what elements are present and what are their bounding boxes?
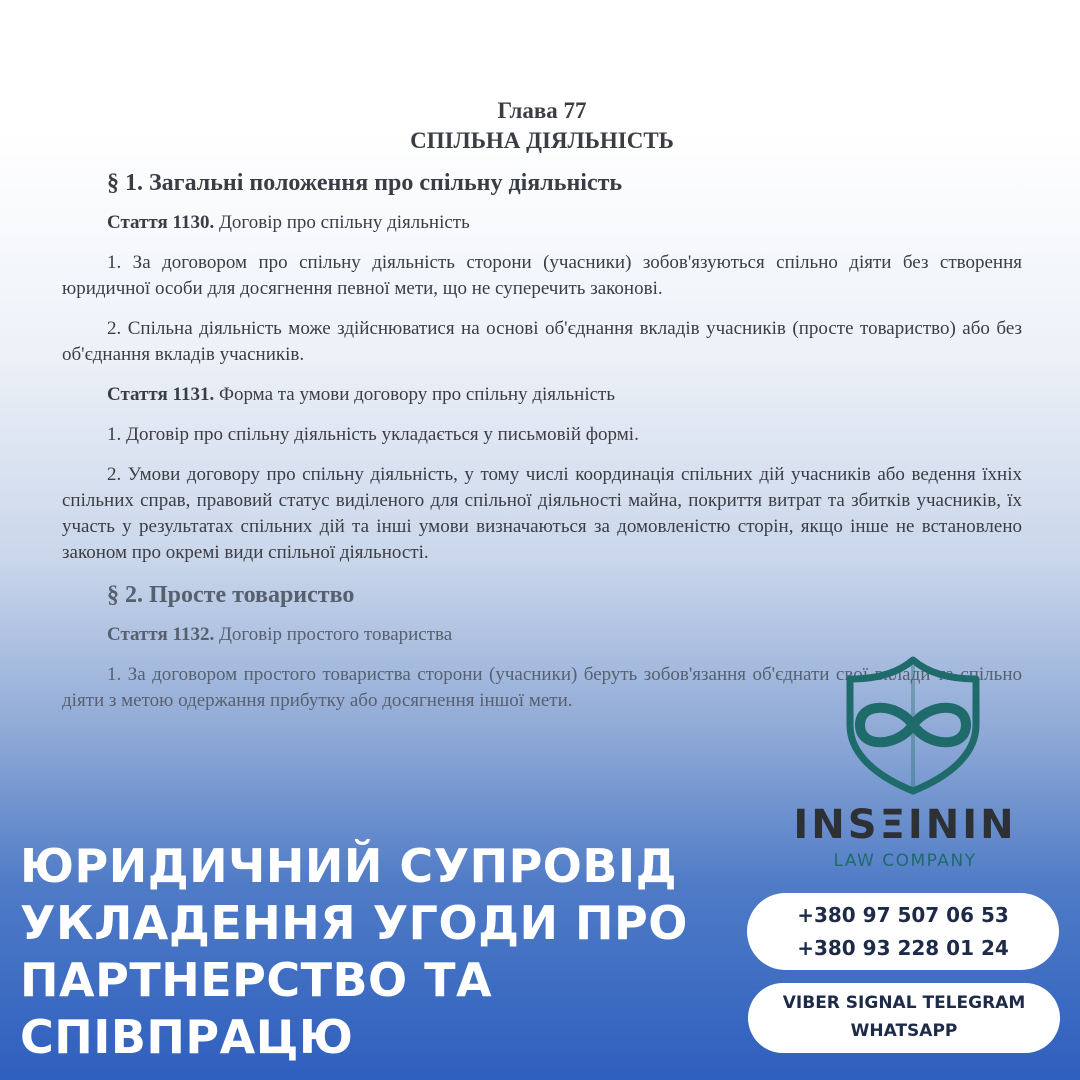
article-1131-heading: [107, 382, 1022, 408]
article-1130-title: Договір про спільну діяльність: [218, 212, 470, 233]
messengers-line-2: WHATSAPP: [850, 1021, 958, 1041]
article-1130-heading: [107, 210, 1022, 236]
shield-infinity-icon: [838, 655, 988, 795]
article-1132-paragraph-1: 1. За договором простого товариства сторони (учасники) беруть зобов'язання об'єднати свої вклади та спільно діяти з метою одержання прибутку або досягнення іншої мети.: [62, 664, 1022, 711]
article-1130-paragraph-1: 1. За договором про спільну діяльність сторони (учасники) зобов'язуються спільно діяти без створення юридичної особи для досягнення певної мети, що не суперечить законові.: [62, 252, 1022, 299]
headline-line-2: УКЛАДЕННЯ УГОДИ ПРО: [20, 896, 688, 950]
article-1132-label: Стаття 1132.: [107, 624, 215, 645]
brand: [770, 802, 1040, 872]
brand-name: INSΞININ: [793, 802, 1017, 848]
brand-subtitle: LAW COMPANY: [833, 851, 977, 871]
messengers-badge: [748, 983, 1060, 1053]
article-1130-label: Стаття 1130.: [107, 212, 215, 233]
phone-1[interactable]: +380 97 507 06 53: [797, 903, 1009, 927]
article-1131-paragraph-2: 2. Умови договору про спільну діяльність, у тому числі координація спільних дій учасників або ведення їхніх спільних справ, правовий статус виділеного для спільної діяльності майна, покриття витрат та збитків учасників, їх участь у результатах спільних дій та інші умови визначаються за домовленістю сторін, якщо інше не встановлено законом про окремі види спільної діяльності.: [62, 464, 1022, 563]
phones-badge: [747, 893, 1059, 970]
article-1130-paragraph-2: 2. Спільна діяльність може здійснюватися на основі об'єднання вкладів учасників (просте товариство) або без об'єднання вкладів учасників.: [62, 318, 1022, 365]
headline-line-1: ЮРИДИЧНИЙ СУПРОВІД: [20, 839, 678, 893]
article-1131-title: Форма та умови договору про спільну діяльність: [218, 384, 616, 405]
section-1-title: § 1. Загальні положення про спільну діяльність: [107, 170, 623, 196]
messengers-line-1: VIBER SIGNAL TELEGRAM: [782, 993, 1026, 1013]
phone-2[interactable]: +380 93 228 01 24: [797, 936, 1009, 960]
article-1132-heading: [107, 622, 1022, 648]
chapter-title: СПІЛЬНА ДІЯЛЬНІСТЬ: [410, 128, 674, 153]
chapter-number: Глава 77: [497, 98, 587, 123]
article-1131-paragraph-1: 1. Договір про спільну діяльність укладається у письмовій формі.: [107, 424, 639, 445]
section-2-title: § 2. Просте товариство: [107, 582, 355, 608]
headline: [20, 838, 740, 1066]
article-1131-label: Стаття 1131.: [107, 384, 215, 405]
headline-line-4: СПІВПРАЦЮ: [20, 1010, 354, 1064]
headline-line-3: ПАРТНЕРСТВО ТА: [20, 953, 493, 1007]
law-document: [62, 96, 1022, 728]
article-1132-title: Договір простого товариства: [218, 624, 453, 645]
